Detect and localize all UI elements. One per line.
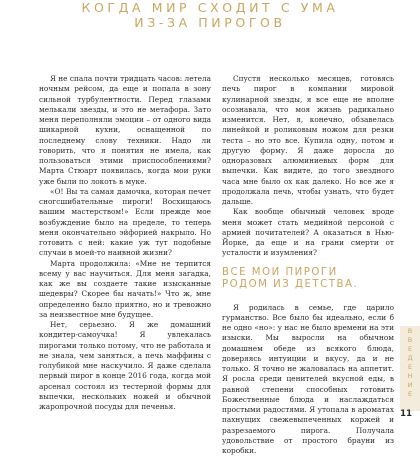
side-tab-letter: И: [408, 381, 413, 390]
paragraph: Марта продолжила: «Мне не терпится всему у вас научиться. Для меня загадка, как же вы создаете такие изысканные шедевры? Скорее бы начать!» Что ж, мне определенно было приятно, но и тревожно за неизвестное мне будущее.: [39, 259, 211, 321]
chapter-title-line-1: КОГДА МИР СХОДИТ С УМА: [0, 0, 420, 15]
side-tab-letter: Н: [408, 372, 413, 381]
side-tab-letter: Е: [408, 345, 412, 354]
paragraph: Я не спала почти тридцать часов: летела ночным рейсом, да еще и попала в зону сильной турбулентности. Перед глазами мелькали звезды, и это не метафора. Зато меня переполняли эмоции – от одного вида шикарной кухни, оснащенной по последнему слову техники. Надо ли говорить, что я понятия не имела, как пользоваться этими приспособлениями? Марта Стюарт появилась, когда мои руки уже были по локоть в муке.: [39, 74, 211, 187]
chapter-title-line-2: ИЗ-ЗА ПИРОГОВ: [0, 15, 420, 30]
page-number: 11: [400, 409, 412, 419]
paragraph: Спустя несколько месяцев, готовясь печь пирог в компании мировой кулинарной звезды, я все еще не вполне осознавала, что моя жизнь радикально изменится. Нет, я, конечно, обзавелась линейкой и роликовым ножом для резки теста – но это все. Купила одну, потом и другую форму. Я даже доросла до одноразовых алюминиевых форм для выпечки. Как видите, до того звездного часа мне было ох как далеко. Но все же я продолжала печь, чтобы узнать, что будет дальше.: [222, 74, 394, 207]
paragraph: Как вообще обычный человек вроде меня может стать медийной персоной с армией почитателей? А оказаться в Нью-Йорке, да еще и на грани смерти от усталости и изумления?: [222, 207, 394, 258]
right-column: [222, 74, 394, 456]
paragraph: Я родилась в семье, где царило гурманство. Все было бы идеально, если б не одно «но»: у нас не было времени на эти изыски. Мы выросли на обычном домашнем обеде из всякого блюда, доверяясь интуиции и вкусу, да и не только. Я точно не жаловалась на аппетит. Я росла среди ценителей вкусной еды, в равной степени способных готовить Божественные блюда и наслаждаться простыми радостями. Я утопала в ароматах пахнущих свежевыпеченных коржей и разрезаемого пирога. Получала удовольствие от простого брауни из коробки.: [222, 303, 394, 456]
left-column: [39, 74, 211, 412]
section-side-tab: [400, 326, 420, 411]
paragraph: Нет, серьезно. Я же домашний кондитер-самоучка! Я увлекалась пирогами только потому, что не работала и не знала, чем заняться, а печь маффины с голубикой мне наскучило. Я даже сделала первый пирог в конце 2016 года, когда мой арсенал состоял из тестерной формы для выпечки, нескольких ножей и обычной жаропрочной посуды для печенья.: [39, 320, 211, 412]
side-tab-letter: Е: [408, 363, 412, 372]
section-subheading: [222, 267, 394, 291]
side-tab-letter: Д: [407, 354, 412, 363]
subheading-line-2: РОДОМ ИЗ ДЕТСТВА.: [222, 279, 394, 291]
side-tab-letter: В: [408, 327, 412, 336]
side-tab-letter: В: [408, 336, 412, 345]
chapter-title: [0, 0, 420, 30]
subheading-line-1: ВСЕ МОИ ПИРОГИ: [222, 267, 394, 279]
side-tab-letter: Е: [408, 390, 412, 399]
paragraph: «О! Вы та самая дамочка, которая печет сногсшибательные пироги! Восхищаюсь вашим мастерством!» Если прежде мое возбуждение было на пределе, то теперь меня окончательно эйфорией накрыло. Но готовить с ней: какие уж тут подобные случаи в моей-то наивной жизни?: [39, 187, 211, 259]
